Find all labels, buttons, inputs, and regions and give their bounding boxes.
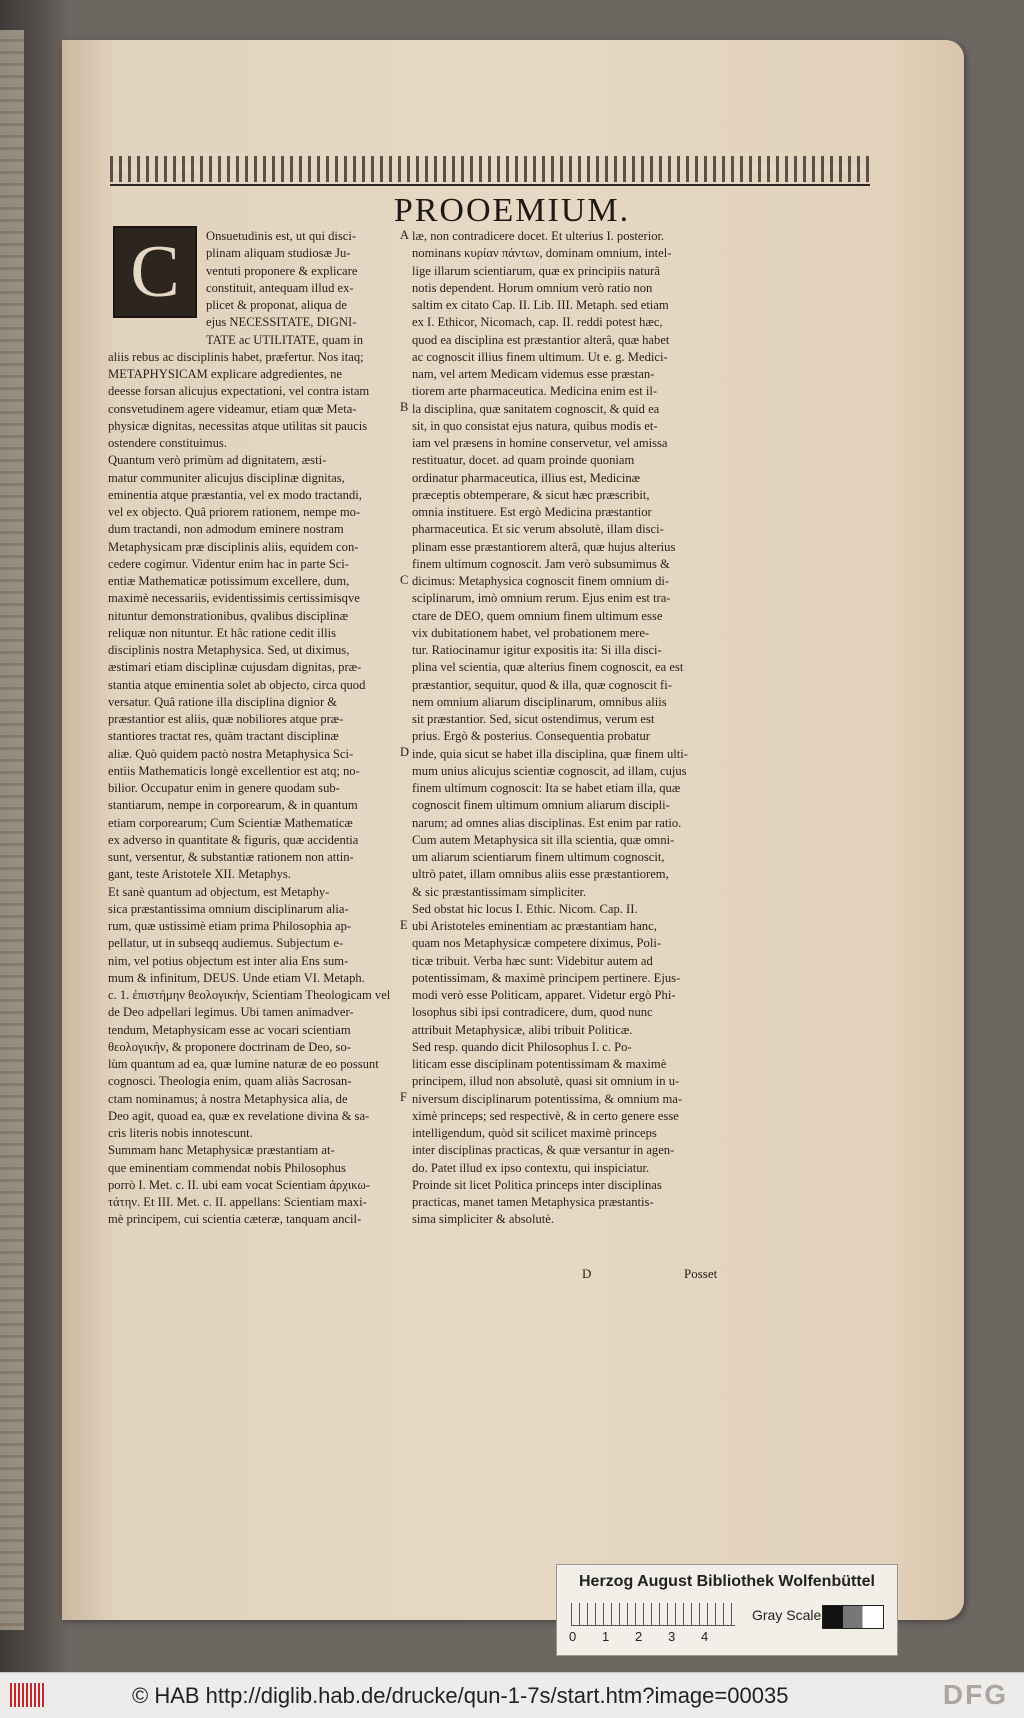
text-line: METAPHYSICAM explicare adgredientes, ne xyxy=(108,367,343,381)
signature-mark: D xyxy=(582,1266,592,1281)
text-line: plinam aliquam studiosæ Ju- xyxy=(206,246,351,261)
text-line: ex adverso in quantitate & figuris, quæ accidentia xyxy=(108,832,359,847)
text-line: losophus sibi ipsi contradicere, dum, quod nunc xyxy=(412,1005,653,1020)
text-line: pharmaceutica. Et sic verum absolutè, illam disci- xyxy=(412,522,664,537)
ruler-numbers xyxy=(569,1629,734,1644)
text-line: que eminentiam commendat nobis Philosophus xyxy=(108,1160,346,1175)
ruler-number: 2 xyxy=(635,1629,643,1644)
text-line: sica præstantissima omnium disciplinarum alia- xyxy=(108,901,349,916)
catchword: Posset xyxy=(684,1266,718,1281)
text-line: stantia atque eminentia solet ab objecto, circa quod xyxy=(108,677,366,692)
text-line: matur communiter alicujus disciplinæ dignitas, xyxy=(108,470,345,485)
text-line: c. 1. ἐπιστήμην θεολογικήν, Scientiam Theologicam vel xyxy=(108,988,391,1002)
dfg-logo: DFG xyxy=(942,1679,1008,1710)
text-line: ordinatur pharmaceutica, illius est, Medicinæ xyxy=(412,470,641,485)
margin-letter-a: A xyxy=(400,228,410,242)
text-line: vix dubitationem habet, vel probationem mere- xyxy=(412,625,650,640)
text-line: narum; ad omnes alias disciplinas. Est enim par ratio. xyxy=(412,815,682,830)
text-line: rum, quæ ustissimè etiam prima Philosophia ap- xyxy=(108,919,352,933)
text-line: & sic præstantissimam simpliciter. xyxy=(412,884,587,899)
text-line: omnia instituere. Est ergò Medicina præstantior xyxy=(412,505,652,519)
text-line: tendum, Metaphysicam esse ac vocari scientiam xyxy=(108,1022,351,1037)
text-line: læ, non contradicere docet. Et ulterius I. posterior. xyxy=(412,229,665,243)
text-line: cognoscit finem ultimum omnium aliarum discipli- xyxy=(412,798,670,813)
text-line: inter disciplinas practicas, & quæ versantur in agen- xyxy=(412,1143,675,1158)
text-line: Et sanè quantum ad objectum, est Metaphy- xyxy=(108,884,330,899)
text-line: mum unius alicujus scientiæ cognoscit, ad illam, cujus xyxy=(412,763,687,778)
scale-card xyxy=(556,1564,898,1656)
margin-letter-e: E xyxy=(400,918,408,932)
text-line: mum & infinitum, DEUS. Unde etiam VI. Metaph. xyxy=(108,970,365,985)
text-line: ostendere constituimus. xyxy=(108,436,227,450)
text-line: constituit, antequam illud ex- xyxy=(206,280,354,295)
margin-letter-f: F xyxy=(400,1090,407,1104)
text-line: versatur. Quâ ratione illa disciplina dignior & xyxy=(108,694,338,709)
text-line: potentissimam, & maximè principem pertinere. Ejus- xyxy=(412,970,681,985)
text-line: Metaphysicam præ disciplinis aliis, equidem con- xyxy=(108,539,359,554)
text-line: practicas, manet tamen Metaphysica præstantis- xyxy=(412,1195,654,1209)
text-line: la disciplina, quæ sanitatem cognoscit, & quid ea xyxy=(412,401,660,416)
ruler-number: 0 xyxy=(569,1629,577,1644)
text-line: inde, quia sicut se habet illa disciplina, quæ finem ulti- xyxy=(412,746,688,761)
text-line: pellatur, ut in subseqq audiemus. Subjectum e- xyxy=(108,936,344,951)
margin-letter-b: B xyxy=(400,400,409,414)
text-line: Proinde sit licet Politica princeps inter disciplinas xyxy=(412,1177,662,1192)
text-line: sit præstantior. Sed, sicut ostendimus, verum est xyxy=(412,712,655,726)
text-line: Sed resp. quando dicit Philosophus I. c. Po- xyxy=(412,1039,632,1054)
text-line: ex I. Ethicor, Nicomach, cap. II. reddi potest hæc, xyxy=(412,315,663,330)
text-line: disciplinis nostra Metaphysica. Sed, ut diximus, xyxy=(108,643,350,657)
text-line: æstimari etiam disciplinæ cujusdam dignitas, præ- xyxy=(108,660,362,675)
text-line: ventuti proponere & explicare xyxy=(206,263,358,278)
text-line: ejus NECESSITATE, DIGNI- xyxy=(206,315,357,330)
text-line: quod ea disciplina est præstantior alterâ, quæ habet xyxy=(412,332,670,347)
text-line: præstantior est aliis, quæ nobiliores atque præ- xyxy=(108,712,344,726)
text-line: Onsuetudinis est, ut qui disci- xyxy=(206,229,357,243)
gray-scale-swatches xyxy=(822,1605,884,1629)
text-line: ac cognoscit illius finem ultimum. Ut e. g. Medici- xyxy=(412,349,668,364)
text-line: plicet & proponat, aliqua de xyxy=(206,298,347,312)
text-line: intelligendum, quòd sit scilicet maximè princeps xyxy=(412,1126,657,1140)
text-line: plinam esse præstantiorem alterâ, quæ hujus alterius xyxy=(412,539,676,554)
text-line: sciplinarum, imò omnium rerum. Ejus enim est tra- xyxy=(412,591,671,606)
ruler-number: 1 xyxy=(602,1629,610,1644)
text-line: dicimus: Metaphysica cognoscit finem omnium di- xyxy=(412,574,670,588)
text-line: modi verò esse Politicam, apparet. Videtur ergò Phi- xyxy=(412,988,676,1002)
text-line: aliis rebus ac disciplinis habet, præfertur. Nos itaq; xyxy=(108,349,364,364)
text-line: ximè princeps; sed respectivè, & in certo genere esse xyxy=(412,1108,679,1123)
text-line: sit, in quo consistat ejus natura, quibus modis et- xyxy=(412,418,658,433)
text-line: præstantior, sequitur, quod & illa, quæ cognoscit fi- xyxy=(412,677,672,692)
text-line: Sed obstat hic locus I. Ethic. Nicom. Cap. II. xyxy=(412,901,638,916)
text-line: cedere cogimur. Videntur enim hac in parte Sci- xyxy=(108,556,350,571)
text-line: notis dependent. Horum omnium verò ratio non xyxy=(412,280,653,295)
gray-scale-label: Gray Scale xyxy=(752,1607,822,1623)
text-line: tiorem arte pharmaceutica. Medicina enim est il- xyxy=(412,384,658,399)
text-line: τάτην. Et III. Met. c. II. appellans: Scientiam maxi- xyxy=(108,1195,367,1209)
text-line: TATE ac UTILITATE, quam in xyxy=(206,332,364,347)
text-line: stantiores tractat res, quàm tractant disciplinæ xyxy=(108,729,339,744)
right-column xyxy=(412,228,740,1229)
text-line: ctare de DEO, quem omnium finem ultimum esse xyxy=(412,608,663,623)
text-line: finem ultimum cognoscit. Jam verò subsumimus & xyxy=(412,556,670,571)
ruler-number: 3 xyxy=(668,1629,676,1644)
text-line: physicæ dignitas, necessitas atque utilitas sit paucis xyxy=(108,418,368,433)
text-line: gant, teste Aristotele XII. Metaphys. xyxy=(108,867,291,882)
text-line: prius. Ergò & posterius. Consequentia probatur xyxy=(412,729,650,744)
text-line: ctam nominamus; à nostra Metaphysica alia, de xyxy=(108,1091,348,1106)
text-line: tur. Ratiocinamur igitur expositis ita: Si illa disci- xyxy=(412,643,662,657)
text-line: um aliarum scientiarum finem ultimum cognoscit, xyxy=(412,850,665,864)
footer-bar xyxy=(0,1672,1024,1718)
text-line: Summam hanc Metaphysicæ præstantiam at- xyxy=(108,1143,335,1158)
text-line: maximè necessariis, evidentissimis certissimisqve xyxy=(108,591,360,606)
text-line: θεολογικήν, & proponere doctrinam de Deo, so- xyxy=(108,1039,351,1054)
text-line: reliquæ non nituntur. Et hâc ratione cedit illis xyxy=(108,625,337,640)
initial-letter: C xyxy=(130,231,180,313)
text-line: præceptis obtemperare, & sicut hæc præscribit, xyxy=(412,487,650,502)
text-line: quam nos Metaphysicæ competere diximus, Poli- xyxy=(412,936,662,951)
text-line: etiam corporearum; Cum Scientiæ Mathematicæ xyxy=(108,815,353,830)
text-line: liticam esse disciplinam potentissimam & maximè xyxy=(412,1057,667,1071)
text-line: stantiarum, nempe in corporearum, & in quantum xyxy=(108,798,358,813)
ruler-number: 4 xyxy=(701,1629,709,1644)
text-line: cognosci. Theologia enim, quam aliàs Sacrosan- xyxy=(108,1074,352,1089)
text-line: Quantum verò primùm ad dignitatem, æsti- xyxy=(108,453,327,468)
text-line: dum tractandi, non admodum eminere nostram xyxy=(108,522,344,537)
headpiece-rule xyxy=(110,184,870,186)
text-line: aliæ. Quò quidem pactò nostra Metaphysica Sci- xyxy=(108,746,354,761)
text-line: lige illarum scientiarum, quæ ex principiis naturâ xyxy=(412,263,660,278)
text-line: entiis Mathematicis longè excellentior est atq; no- xyxy=(108,763,360,778)
text-line: lùm quantum ad ea, quæ lumine naturæ de eo possunt xyxy=(108,1057,379,1071)
cm-ruler xyxy=(571,1603,735,1626)
text-line: porrò I. Met. c. II. ubi eam vocat Scientiam ἀρχικω- xyxy=(108,1177,370,1192)
text-line: nituntur demonstrationibus, qvalibus disciplinæ xyxy=(108,608,348,623)
text-line: sunt, versentur, & substantiæ rationem non attin- xyxy=(108,850,354,864)
text-line: de Deo adpellari legimus. Ubi tamen animadver- xyxy=(108,1005,354,1020)
text-line: sima simpliciter & absolutè. xyxy=(412,1212,555,1227)
text-line: restituatur, docet. ad quam proinde quoniam xyxy=(412,453,635,468)
library-name: Herzog August Bibliothek Wolfenbüttel xyxy=(579,1573,875,1590)
text-line: nem omnium aliarum disciplinarum, omnibus aliis xyxy=(412,694,667,709)
text-line: entiæ Mathematicæ potissimum excellere, dum, xyxy=(108,574,350,588)
text-line: consvetudinem agere videamur, etiam quæ Meta- xyxy=(108,401,357,416)
page-title: PROOEMIUM. xyxy=(393,192,631,229)
source-url[interactable]: © HAB http://diglib.hab.de/drucke/qun-1-7s/start.htm?image=00035 xyxy=(132,1683,789,1708)
text-line: plina vel scientia, quæ alterius finem cognoscit, ea est xyxy=(412,660,684,675)
book-edge xyxy=(0,30,24,1630)
text-line: cris literis nobis innotescunt. xyxy=(108,1126,253,1140)
text-line: saltim ex citato Cap. II. Lib. III. Metaph. sed etiam xyxy=(412,298,669,312)
text-line: mè principem, cui scientia cæteræ, tanquam ancil- xyxy=(108,1212,362,1227)
ornamental-headpiece xyxy=(110,156,870,182)
text-line: attribuit Metaphysicæ, alibi tribuit Politicæ. xyxy=(412,1022,633,1037)
text-line: nominans κυρίαν πάντων, dominam omnium, intel- xyxy=(412,246,672,261)
text-line: eminentia atque præstantia, vel ex modo tractandi, xyxy=(108,487,362,502)
text-line: Cum autem Metaphysica sit illa scientia, quæ omni- xyxy=(412,832,675,847)
text-line: do. Patet illud ex ipso contextu, qui inspiciatur. xyxy=(412,1160,650,1175)
left-column xyxy=(108,228,408,1229)
text-line: nam, vel artem Medicam videmus esse præstan- xyxy=(412,367,655,381)
text-line: bilior. Occupatur enim in genere quodam sub- xyxy=(108,781,340,795)
margin-letter-c: C xyxy=(400,573,409,587)
margin-letter-d: D xyxy=(400,745,410,759)
text-line: iam vel præsens in homine conservetur, vel amissa xyxy=(412,436,668,450)
text-line: finem ultimum cognoscit: Ita se habet etiam illa, quæ xyxy=(412,781,681,795)
text-line: ticæ tribuit. Verba hæc sunt: Videbitur autem ad xyxy=(412,953,653,968)
text-line: vel ex objecto. Quâ priorem rationem, nempe mo- xyxy=(108,505,361,519)
text-line: ubi Aristoteles eminentiam ac præstantiam hanc, xyxy=(412,919,657,933)
text-line: nim, vel potius objectum est inter alia Ens sum- xyxy=(108,953,349,968)
text-line: niversum disciplinarum potentissima, & omnium ma- xyxy=(412,1091,683,1106)
text-line: principem, illud non absolutè, quasi sit omnium in u- xyxy=(412,1074,680,1089)
text-line: Deo agit, quoad ea, quæ ex revelatione divina & sa- xyxy=(108,1108,370,1123)
hab-logo-icon xyxy=(10,1683,44,1707)
text-line: deesse forsan alicujus expectationi, vel contra istam xyxy=(108,384,370,399)
text-line: ultrò patet, illam omnibus aliis esse præstantiorem, xyxy=(412,867,669,882)
